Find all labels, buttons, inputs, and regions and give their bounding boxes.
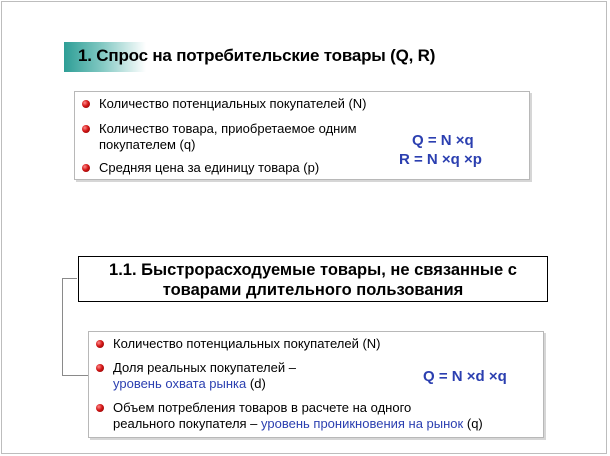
- formula-fmcg: Q = N ×d ×q: [423, 368, 507, 385]
- subsection-title-line2: товарами длительного пользования: [162, 281, 464, 299]
- connector-line: [62, 278, 63, 375]
- slide-title: 1. Спрос на потребительские товары (Q, R): [78, 46, 436, 65]
- market-penetration-symbol: (q): [466, 416, 483, 431]
- connector-line: [62, 278, 77, 279]
- demand-factors-box: [74, 91, 530, 180]
- list-item-consumption-line1: Объем потребления товаров в расчете на одного: [113, 400, 412, 415]
- bullet-icon: [96, 404, 104, 412]
- list-item-quantity-line1: Количество товара, приобретаемое одним: [99, 121, 357, 136]
- market-penetration-term: уровень проникновения на рынок: [261, 416, 464, 431]
- market-coverage-symbol: (d): [249, 376, 266, 391]
- list-item-real-buyers-line2: [113, 376, 266, 392]
- list-item-potential-buyers: Количество потенциальных покупателей (N): [113, 336, 381, 351]
- market-coverage-term: уровень охвата рынка: [113, 376, 247, 391]
- bullet-icon: [82, 100, 90, 108]
- fmcg-factors-box: [88, 331, 544, 438]
- list-item-consumption-line2: [113, 416, 483, 432]
- bullet-icon: [82, 164, 90, 172]
- formula-r: R = N ×q ×p: [399, 151, 482, 168]
- list-item-quantity-line2: покупателем (q): [99, 137, 196, 152]
- list-item-real-buyers-line1: Доля реальных покупателей –: [113, 360, 296, 375]
- subsection-title-line1: 1.1. Быстрорасходуемые товары, не связанные с: [109, 261, 517, 279]
- list-item-potential-buyers: Количество потенциальных покупателей (N): [99, 96, 367, 111]
- consumption-prefix: реального покупателя –: [113, 416, 258, 431]
- bullet-icon: [96, 340, 104, 348]
- bullet-icon: [82, 125, 90, 133]
- list-item-avg-price: Средняя цена за единицу товара (р): [99, 160, 320, 175]
- bullet-icon: [96, 364, 104, 372]
- formula-q: Q = N ×q: [412, 132, 474, 149]
- connector-line: [62, 375, 88, 376]
- subsection-title-box: [78, 256, 548, 302]
